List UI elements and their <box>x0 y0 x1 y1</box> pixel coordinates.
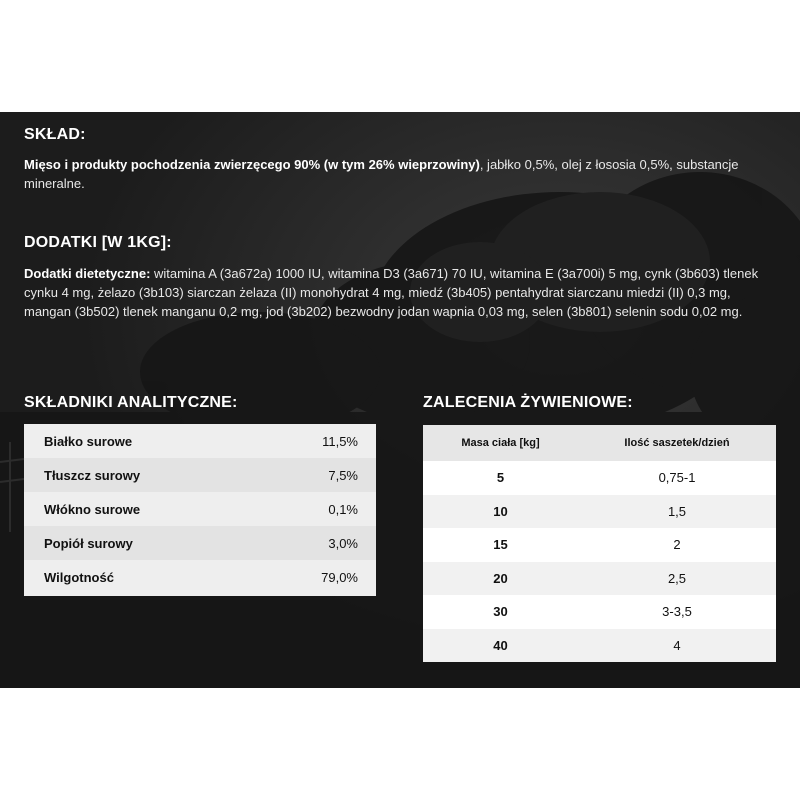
table-row <box>423 495 776 529</box>
feeding-amount: 2,5 <box>667 570 687 586</box>
table-row <box>423 461 776 495</box>
analytical-label: Wilgotność <box>44 569 114 585</box>
analytical-value: 7,5% <box>328 467 358 483</box>
composition-rest-text: , jabłko 0,5%, olej z łososia 0,5%, substancje mineralne. <box>24 157 739 191</box>
table-row <box>24 492 376 526</box>
feeding-amount: 4 <box>673 637 681 653</box>
table-row <box>423 595 776 629</box>
table-row <box>423 562 776 596</box>
analytical-value: 11,5% <box>322 433 358 449</box>
composition-text <box>24 155 776 193</box>
additives-title: DODATKI [W 1KG]: <box>24 234 172 251</box>
feeding-title: ZALECENIA ŻYWIENIOWE: <box>423 394 633 411</box>
feeding-mass: 30 <box>493 604 508 620</box>
analytical-label: Tłuszcz surowy <box>44 467 141 483</box>
additives-rest-text: witamina A (3a672a) 1000 IU, witamina D3 (3a671) 70 IU, witamina E (3a700i) 5 mg, cynk (3b603) tlenek cynku 4 mg, żelazo (3b103) siarczan żelaza (II) monohydrat 4 mg, miedź (3b405) pentahydrat siarczanu miedzi (II) 0,3 mg, mangan (3b502) tlenek manganu 0,2 mg, jod (3b202) bezwodny jodan wapnia 0,03 mg, selen (3b801) selenin sodu 0,02 mg. <box>24 266 759 319</box>
analytical-table <box>24 424 376 596</box>
additives-bold-text: Dodatki dietetyczne: <box>24 266 151 281</box>
table-row <box>423 528 776 562</box>
feeding-mass: 10 <box>493 503 508 519</box>
table-row <box>24 526 376 560</box>
analytical-value: 79,0% <box>321 569 358 585</box>
table-row <box>24 458 376 492</box>
feeding-table-header <box>423 425 776 461</box>
feeding-table <box>423 425 776 662</box>
feeding-amount: 1,5 <box>667 503 687 519</box>
feeding-mass: 40 <box>493 637 508 653</box>
info-panel <box>0 112 800 688</box>
header-amount: Ilość saszetek/dzień <box>624 437 730 449</box>
table-row <box>24 424 376 458</box>
analytical-value: 0,1% <box>328 501 358 517</box>
feeding-amount: 2 <box>673 537 681 553</box>
composition-bold-text: Mięso i produkty pochodzenia zwierzęcego 90% (w tym 26% wieprzowiny) <box>24 157 480 172</box>
feeding-amount: 0,75-1 <box>658 470 696 486</box>
analytical-label: Włókno surowe <box>44 501 141 517</box>
feeding-mass: 5 <box>496 470 505 486</box>
analytical-label: Popiół surowy <box>44 535 133 551</box>
table-row <box>423 629 776 663</box>
feeding-amount: 3-3,5 <box>662 604 692 620</box>
analytical-title: SKŁADNIKI ANALITYCZNE: <box>24 394 238 411</box>
analytical-value: 3,0% <box>328 535 358 551</box>
additives-text <box>24 264 776 321</box>
feeding-mass: 15 <box>493 537 508 553</box>
header-mass: Masa ciała [kg] <box>461 437 540 449</box>
composition-title: SKŁAD: <box>24 126 86 143</box>
table-row <box>24 560 376 594</box>
analytical-label: Białko surowe <box>44 433 133 449</box>
feeding-mass: 20 <box>493 570 508 586</box>
